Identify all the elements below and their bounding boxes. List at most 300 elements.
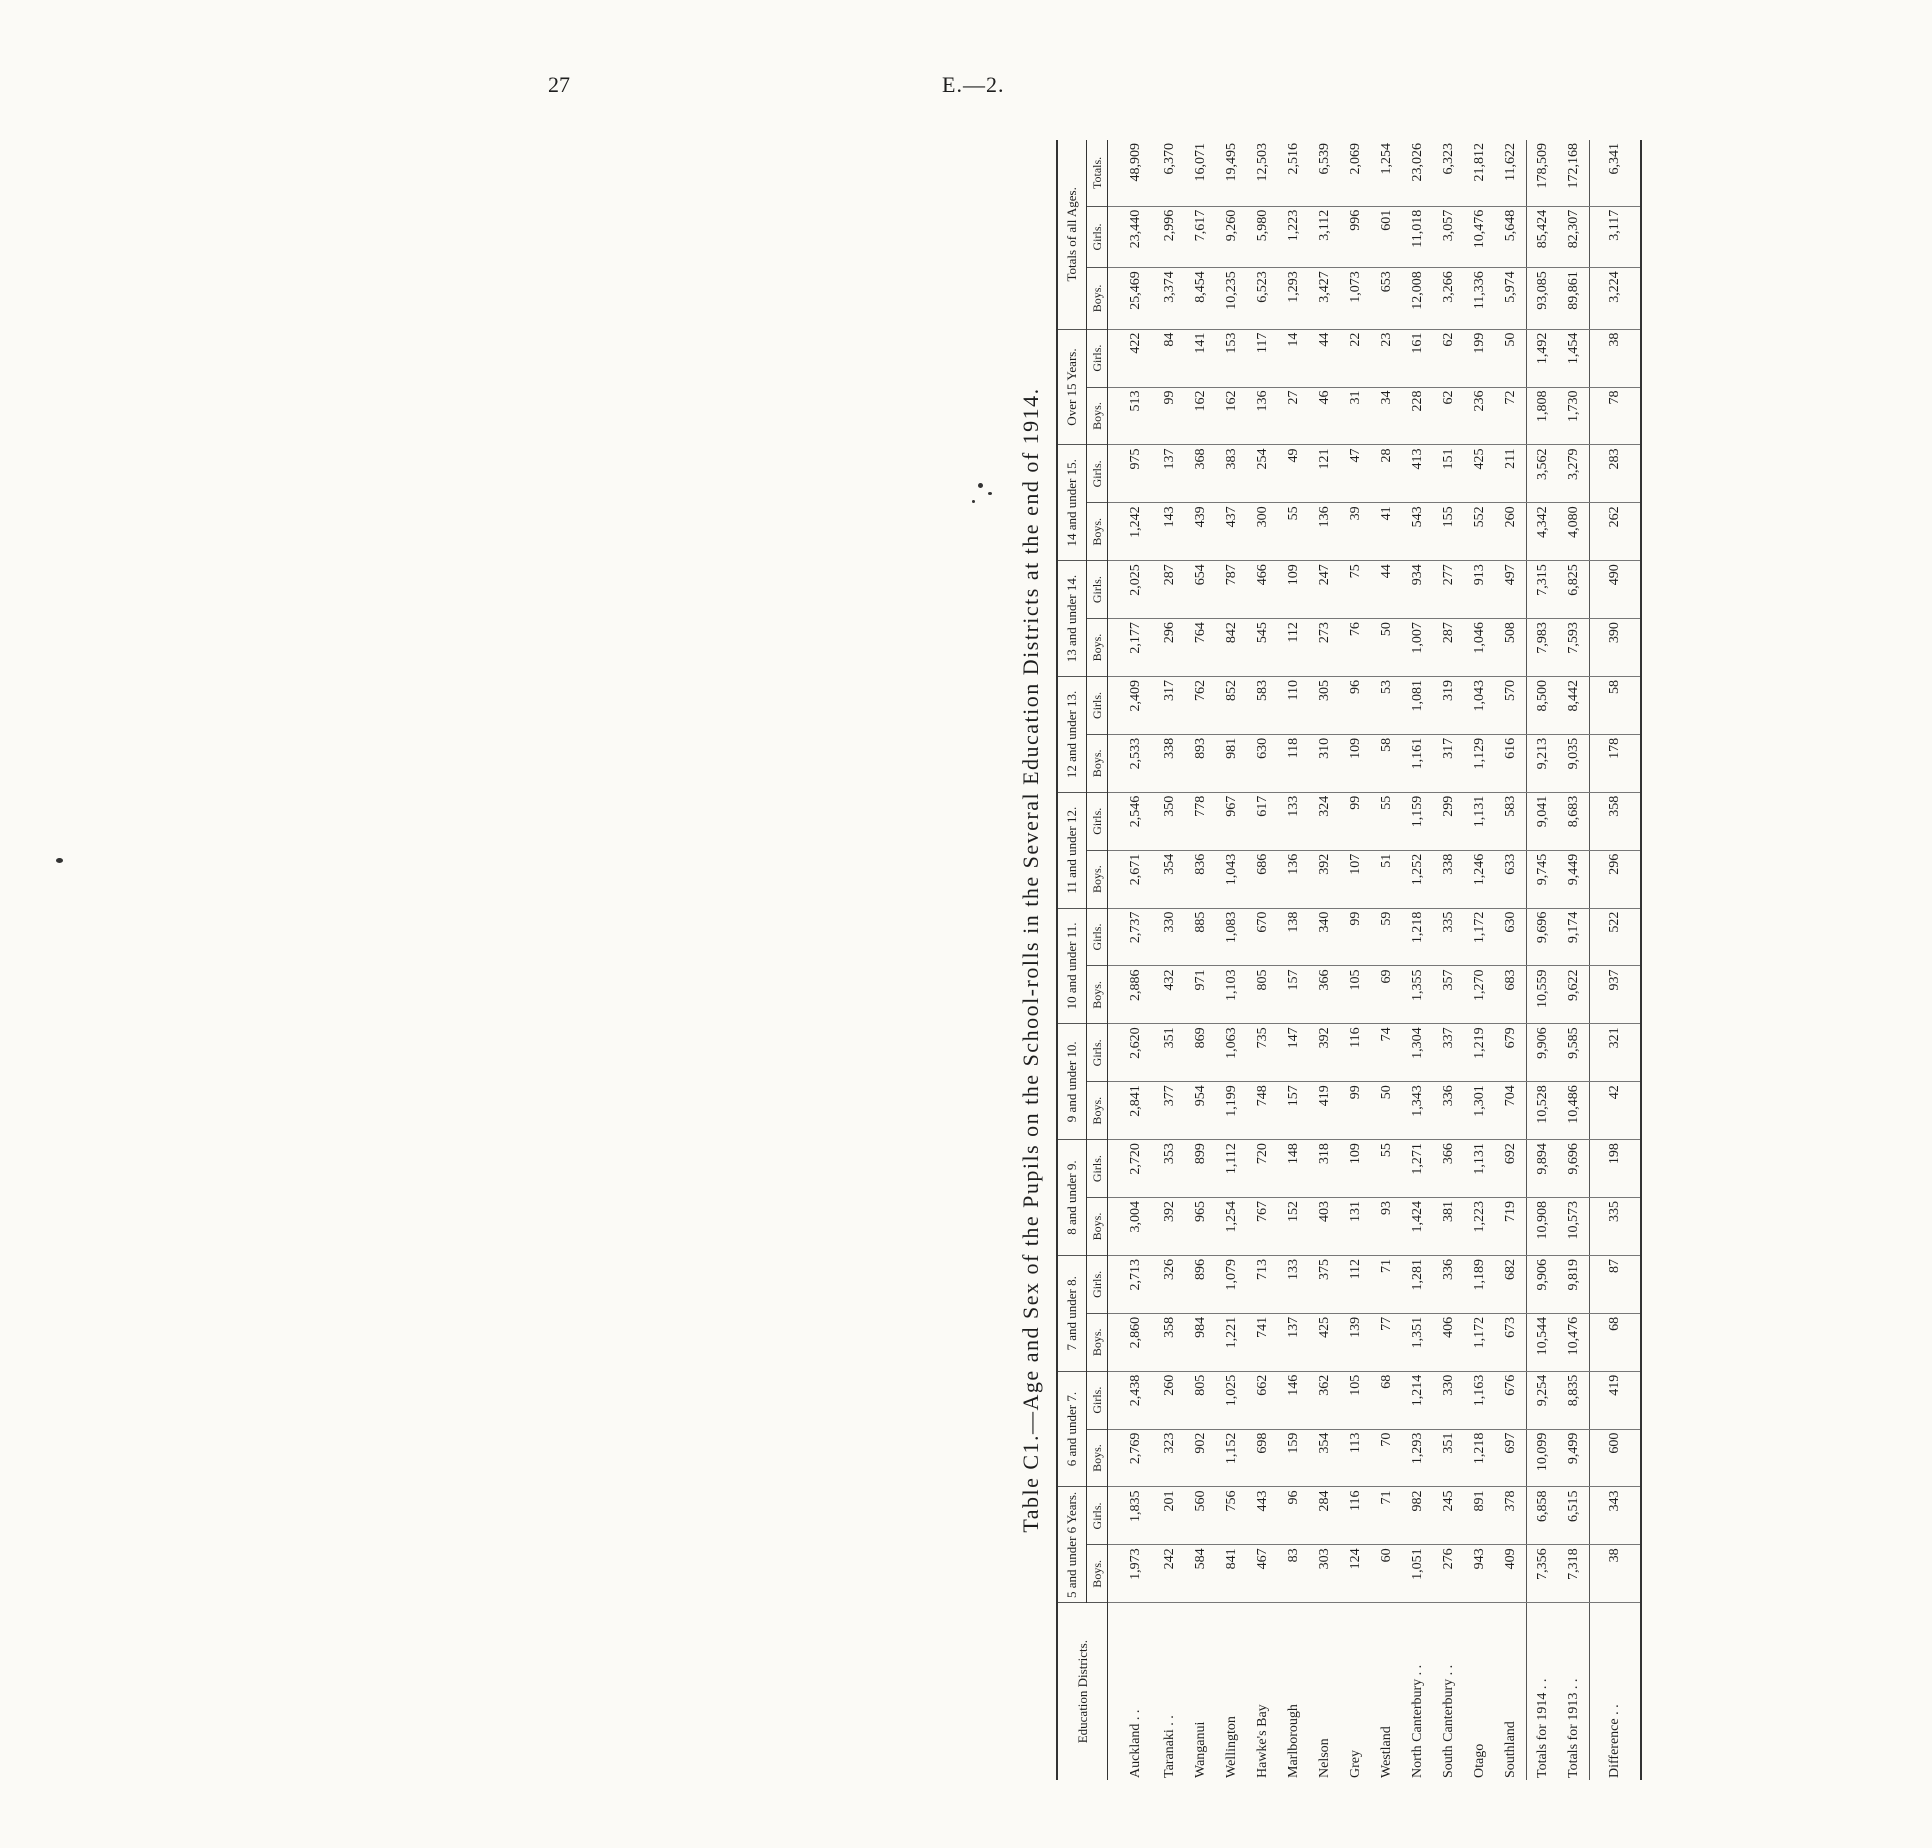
value-cell: 419 [1309,1082,1340,1140]
boys-header: Boys. [1087,1198,1108,1256]
value-cell: 299 [1433,792,1464,850]
district-name: Totals for 1914 . . [1527,1603,1559,1780]
value-cell: 719 [1495,1198,1527,1256]
value-cell: 392 [1309,1024,1340,1082]
value-cell: 869 [1185,1024,1216,1082]
value-cell: 9,906 [1527,1255,1559,1313]
value-cell: 10,559 [1527,966,1559,1024]
value-cell: 8,835 [1558,1371,1590,1429]
value-cell: 62 [1433,329,1464,387]
value-cell: 338 [1154,734,1185,792]
value-cell: 172,168 [1558,140,1590,206]
value-cell: 10,573 [1558,1198,1590,1256]
value-cell: 1,304 [1402,1024,1433,1082]
value-cell: 9,041 [1527,792,1559,850]
girls-header: Girls. [1087,908,1108,966]
table-row [1464,140,1495,1780]
value-cell: 16,071 [1185,140,1216,206]
value-cell: 7,983 [1527,619,1559,677]
value-cell: 8,500 [1527,677,1559,735]
value-cell: 10,528 [1527,1082,1559,1140]
value-cell: 46 [1309,387,1340,445]
sex-header-row [1087,140,1108,1780]
table-row [1402,140,1433,1780]
value-cell: 296 [1590,850,1642,908]
value-cell: 146 [1278,1371,1309,1429]
value-cell: 3,117 [1590,206,1642,267]
value-cell: 6,515 [1558,1487,1590,1545]
value-cell: 617 [1247,792,1278,850]
value-cell: 131 [1340,1198,1371,1256]
value-cell: 836 [1185,850,1216,908]
value-cell: 741 [1247,1313,1278,1371]
value-cell: 62 [1433,387,1464,445]
value-cell: 70 [1371,1429,1402,1487]
value-cell: 1,218 [1464,1429,1495,1487]
value-cell: 982 [1402,1487,1433,1545]
value-cell: 896 [1185,1255,1216,1313]
value-cell: 443 [1247,1487,1278,1545]
value-cell: 8,442 [1558,677,1590,735]
girls-header: Girls. [1087,329,1108,387]
value-cell: 11,622 [1495,140,1527,206]
value-cell: 99 [1340,1082,1371,1140]
value-cell: 1,103 [1216,966,1247,1024]
value-cell: 9,174 [1558,908,1590,966]
value-cell: 3,057 [1433,206,1464,267]
value-cell: 419 [1590,1371,1642,1429]
value-cell: 284 [1309,1487,1340,1545]
value-cell: 954 [1185,1082,1216,1140]
value-cell: 1,223 [1464,1198,1495,1256]
paper-speck [972,500,975,503]
value-cell: 1,730 [1558,387,1590,445]
value-cell: 1,161 [1402,734,1433,792]
value-cell: 8,454 [1185,268,1216,329]
value-cell: 137 [1278,1313,1309,1371]
value-cell: 5,974 [1495,268,1527,329]
value-cell: 96 [1278,1487,1309,1545]
value-cell: 366 [1433,1140,1464,1198]
value-cell: 99 [1154,387,1185,445]
value-cell: 1,271 [1402,1140,1433,1198]
value-cell: 686 [1247,850,1278,908]
value-cell: 112 [1278,619,1309,677]
value-cell: 1,808 [1527,387,1559,445]
value-cell: 199 [1464,329,1495,387]
value-cell: 682 [1495,1255,1527,1313]
value-cell: 358 [1590,792,1642,850]
value-cell: 330 [1433,1371,1464,1429]
value-cell: 584 [1185,1545,1216,1603]
value-cell: 2,025 [1108,561,1155,619]
value-cell: 437 [1216,503,1247,561]
value-cell: 358 [1154,1313,1185,1371]
value-cell: 357 [1433,966,1464,1024]
value-cell: 1,492 [1527,329,1559,387]
value-cell: 317 [1433,734,1464,792]
district-name: Difference . . [1590,1603,1642,1780]
value-cell: 1,172 [1464,1313,1495,1371]
value-cell: 10,476 [1558,1313,1590,1371]
value-cell: 630 [1495,908,1527,966]
table-wrapper [1056,140,1642,1780]
value-cell: 9,254 [1527,1371,1559,1429]
value-cell: 422 [1108,329,1155,387]
girls-header: Girls. [1087,445,1108,503]
value-cell: 242 [1154,1545,1185,1603]
value-cell: 9,449 [1558,850,1590,908]
page-number: 27 [548,72,570,97]
value-cell: 778 [1185,792,1216,850]
value-cell: 34 [1371,387,1402,445]
value-cell: 42 [1590,1082,1642,1140]
value-cell: 3,279 [1558,445,1590,503]
value-cell: 44 [1371,561,1402,619]
value-cell: 1,189 [1464,1255,1495,1313]
value-cell: 6,539 [1309,140,1340,206]
value-cell: 981 [1216,734,1247,792]
boys-header: Boys. [1087,619,1108,677]
value-cell: 1,973 [1108,1545,1155,1603]
value-cell: 44 [1309,329,1340,387]
value-cell: 885 [1185,908,1216,966]
value-cell: 38 [1590,329,1642,387]
value-cell: 679 [1495,1024,1527,1082]
value-cell: 543 [1402,503,1433,561]
value-cell: 893 [1185,734,1216,792]
value-cell: 381 [1433,1198,1464,1256]
value-cell: 6,858 [1527,1487,1559,1545]
value-cell: 735 [1247,1024,1278,1082]
value-cell: 354 [1154,850,1185,908]
district-name: Hawke's Bay [1254,1704,1270,1778]
value-cell: 1,270 [1464,966,1495,1024]
boys-header: Boys. [1087,1429,1108,1487]
boys-header: Boys. [1087,966,1108,1024]
table-row [1495,140,1527,1780]
value-cell: 139 [1340,1313,1371,1371]
value-cell: 805 [1185,1371,1216,1429]
value-cell: 300 [1247,503,1278,561]
value-cell: 467 [1247,1545,1278,1603]
value-cell: 403 [1309,1198,1340,1256]
value-cell: 6,323 [1433,140,1464,206]
value-cell: 323 [1154,1429,1185,1487]
district-name: Marlborough [1285,1704,1301,1778]
district-name: Westland [1378,1726,1394,1778]
value-cell: 6,341 [1590,140,1642,206]
value-cell: 1,221 [1216,1313,1247,1371]
age-group-header-row [1057,140,1087,1780]
value-cell: 39 [1340,503,1371,561]
girls-header: Girls. [1087,561,1108,619]
value-cell: 343 [1590,1487,1642,1545]
value-cell: 118 [1278,734,1309,792]
value-cell: 12,008 [1402,268,1433,329]
value-cell: 560 [1185,1487,1216,1545]
value-cell: 413 [1402,445,1433,503]
value-cell: 1,252 [1402,850,1433,908]
value-cell: 1,254 [1216,1198,1247,1256]
value-cell: 10,476 [1464,206,1495,267]
value-cell: 55 [1371,792,1402,850]
age-group-header: 6 and under 7. [1057,1371,1087,1487]
value-cell: 9,906 [1527,1024,1559,1082]
value-cell: 756 [1216,1487,1247,1545]
boys-header: Boys. [1087,1545,1108,1603]
value-cell: 55 [1278,503,1309,561]
value-cell: 336 [1433,1255,1464,1313]
value-cell: 109 [1340,734,1371,792]
value-cell: 99 [1340,792,1371,850]
age-sex-table [1056,140,1642,1780]
value-cell: 9,585 [1558,1024,1590,1082]
value-cell: 23,026 [1402,140,1433,206]
value-cell: 38 [1590,1545,1642,1603]
value-cell: 283 [1590,445,1642,503]
value-cell: 151 [1433,445,1464,503]
value-cell: 375 [1309,1255,1340,1313]
value-cell: 406 [1433,1313,1464,1371]
value-cell: 14 [1278,329,1309,387]
value-cell: 85,424 [1527,206,1559,267]
value-cell: 2,720 [1108,1140,1155,1198]
value-cell: 137 [1154,445,1185,503]
value-cell: 2,438 [1108,1371,1155,1429]
value-cell: 178,509 [1527,140,1559,206]
value-cell: 1,159 [1402,792,1433,850]
value-cell: 362 [1309,1371,1340,1429]
value-cell: 211 [1495,445,1527,503]
value-cell: 60 [1371,1545,1402,1603]
district-name: South Canterbury . . [1440,1664,1456,1778]
value-cell: 162 [1185,387,1216,445]
value-cell: 75 [1340,561,1371,619]
value-cell: 109 [1278,561,1309,619]
value-cell: 21,812 [1464,140,1495,206]
age-group-header: Over 15 Years. [1057,329,1087,445]
value-cell: 2,533 [1108,734,1155,792]
value-cell: 513 [1108,387,1155,445]
totals-header: Totals. [1087,140,1108,206]
value-cell: 25,469 [1108,268,1155,329]
value-cell: 287 [1154,561,1185,619]
value-cell: 198 [1590,1140,1642,1198]
value-cell: 1,043 [1216,850,1247,908]
table-row [1154,140,1185,1780]
value-cell: 117 [1247,329,1278,387]
value-cell: 152 [1278,1198,1309,1256]
value-cell: 351 [1154,1024,1185,1082]
district-name: Nelson [1316,1738,1332,1778]
value-cell: 277 [1433,561,1464,619]
value-cell: 68 [1371,1371,1402,1429]
value-cell: 5,648 [1495,206,1527,267]
value-cell: 1,343 [1402,1082,1433,1140]
table-row [1278,140,1309,1780]
value-cell: 965 [1185,1198,1216,1256]
value-cell: 7,356 [1527,1545,1559,1603]
value-cell: 9,035 [1558,734,1590,792]
value-cell: 50 [1371,619,1402,677]
value-cell: 162 [1216,387,1247,445]
value-cell: 287 [1433,619,1464,677]
value-cell: 89,861 [1558,268,1590,329]
document-code: E.—2. [942,72,1005,97]
value-cell: 247 [1309,561,1340,619]
value-cell: 10,908 [1527,1198,1559,1256]
table-row [1216,140,1247,1780]
value-cell: 366 [1309,966,1340,1024]
value-cell: 49 [1278,445,1309,503]
value-cell: 19,495 [1216,140,1247,206]
value-cell: 136 [1247,387,1278,445]
boys-header: Boys. [1087,387,1108,445]
value-cell: 245 [1433,1487,1464,1545]
value-cell: 12,503 [1247,140,1278,206]
value-cell: 11,336 [1464,268,1495,329]
value-cell: 31 [1340,387,1371,445]
value-cell: 116 [1340,1487,1371,1545]
value-cell: 583 [1247,677,1278,735]
value-cell: 107 [1340,850,1371,908]
value-cell: 3,112 [1309,206,1340,267]
value-cell: 2,177 [1108,619,1155,677]
value-cell: 1,219 [1464,1024,1495,1082]
age-group-header: 10 and under 11. [1057,908,1087,1024]
value-cell: 260 [1495,503,1527,561]
value-cell: 1,046 [1464,619,1495,677]
value-cell: 1,043 [1464,677,1495,735]
table-body [1108,140,1642,1780]
value-cell: 82,307 [1558,206,1590,267]
value-cell: 9,745 [1527,850,1559,908]
value-cell: 971 [1185,966,1216,1024]
value-cell: 425 [1464,445,1495,503]
value-cell: 805 [1247,966,1278,1024]
value-cell: 319 [1433,677,1464,735]
value-cell: 1,218 [1402,908,1433,966]
value-cell: 698 [1247,1429,1278,1487]
value-cell: 10,486 [1558,1082,1590,1140]
value-cell: 305 [1309,677,1340,735]
value-cell: 50 [1495,329,1527,387]
value-cell: 143 [1154,503,1185,561]
age-group-header: 8 and under 9. [1057,1140,1087,1256]
value-cell: 9,696 [1527,908,1559,966]
value-cell: 155 [1433,503,1464,561]
value-cell: 23,440 [1108,206,1155,267]
district-name: Wellington [1223,1716,1239,1778]
age-group-header: Totals of all Ages. [1057,140,1087,329]
value-cell: 74 [1371,1024,1402,1082]
value-cell: 354 [1309,1429,1340,1487]
boys-header: Boys. [1087,850,1108,908]
value-cell: 260 [1154,1371,1185,1429]
value-cell: 7,315 [1527,561,1559,619]
value-cell: 178 [1590,734,1642,792]
value-cell: 147 [1278,1024,1309,1082]
value-cell: 2,409 [1108,677,1155,735]
value-cell: 326 [1154,1255,1185,1313]
value-cell: 317 [1154,677,1185,735]
value-cell: 937 [1590,966,1642,1024]
value-cell: 1,835 [1108,1487,1155,1545]
value-cell: 1,454 [1558,329,1590,387]
value-cell: 84 [1154,329,1185,387]
value-cell: 670 [1247,908,1278,966]
value-cell: 27 [1278,387,1309,445]
value-cell: 5,980 [1247,206,1278,267]
value-cell: 23 [1371,329,1402,387]
value-cell: 1,063 [1216,1024,1247,1082]
value-cell: 4,342 [1527,503,1559,561]
value-cell: 1,131 [1464,792,1495,850]
value-cell: 6,370 [1154,140,1185,206]
value-cell: 2,546 [1108,792,1155,850]
district-name: Taranaki . . [1161,1715,1177,1778]
value-cell: 93,085 [1527,268,1559,329]
value-cell: 683 [1495,966,1527,1024]
value-cell: 1,281 [1402,1255,1433,1313]
value-cell: 335 [1590,1198,1642,1256]
value-cell: 676 [1495,1371,1527,1429]
value-cell: 4,080 [1558,503,1590,561]
table-row [1590,140,1642,1780]
rotated-table-page [1012,140,1932,1780]
value-cell: 1,301 [1464,1082,1495,1140]
value-cell: 787 [1216,561,1247,619]
value-cell: 71 [1371,1487,1402,1545]
value-cell: 1,424 [1402,1198,1433,1256]
table-row [1371,140,1402,1780]
value-cell: 490 [1590,561,1642,619]
girls-header: Girls. [1087,206,1108,267]
value-cell: 10,235 [1216,268,1247,329]
value-cell: 136 [1278,850,1309,908]
value-cell: 2,886 [1108,966,1155,1024]
value-cell: 1,025 [1216,1371,1247,1429]
value-cell: 338 [1433,850,1464,908]
district-name: Otago [1471,1743,1487,1778]
value-cell: 1,163 [1464,1371,1495,1429]
value-cell: 1,172 [1464,908,1495,966]
girls-header: Girls. [1087,1024,1108,1082]
value-cell: 1,293 [1402,1429,1433,1487]
value-cell: 78 [1590,387,1642,445]
value-cell: 1,351 [1402,1313,1433,1371]
value-cell: 28 [1371,445,1402,503]
value-cell: 72 [1495,387,1527,445]
value-cell: 1,081 [1402,677,1433,735]
value-cell: 148 [1278,1140,1309,1198]
value-cell: 630 [1247,734,1278,792]
value-cell: 324 [1309,792,1340,850]
girls-header: Girls. [1087,677,1108,735]
value-cell: 1,112 [1216,1140,1247,1198]
value-cell: 996 [1340,206,1371,267]
value-cell: 1,131 [1464,1140,1495,1198]
value-cell: 2,737 [1108,908,1155,966]
value-cell: 392 [1154,1198,1185,1256]
girls-header: Girls. [1087,1371,1108,1429]
value-cell: 157 [1278,1082,1309,1140]
value-cell: 913 [1464,561,1495,619]
value-cell: 713 [1247,1255,1278,1313]
value-cell: 133 [1278,1255,1309,1313]
value-cell: 3,562 [1527,445,1559,503]
